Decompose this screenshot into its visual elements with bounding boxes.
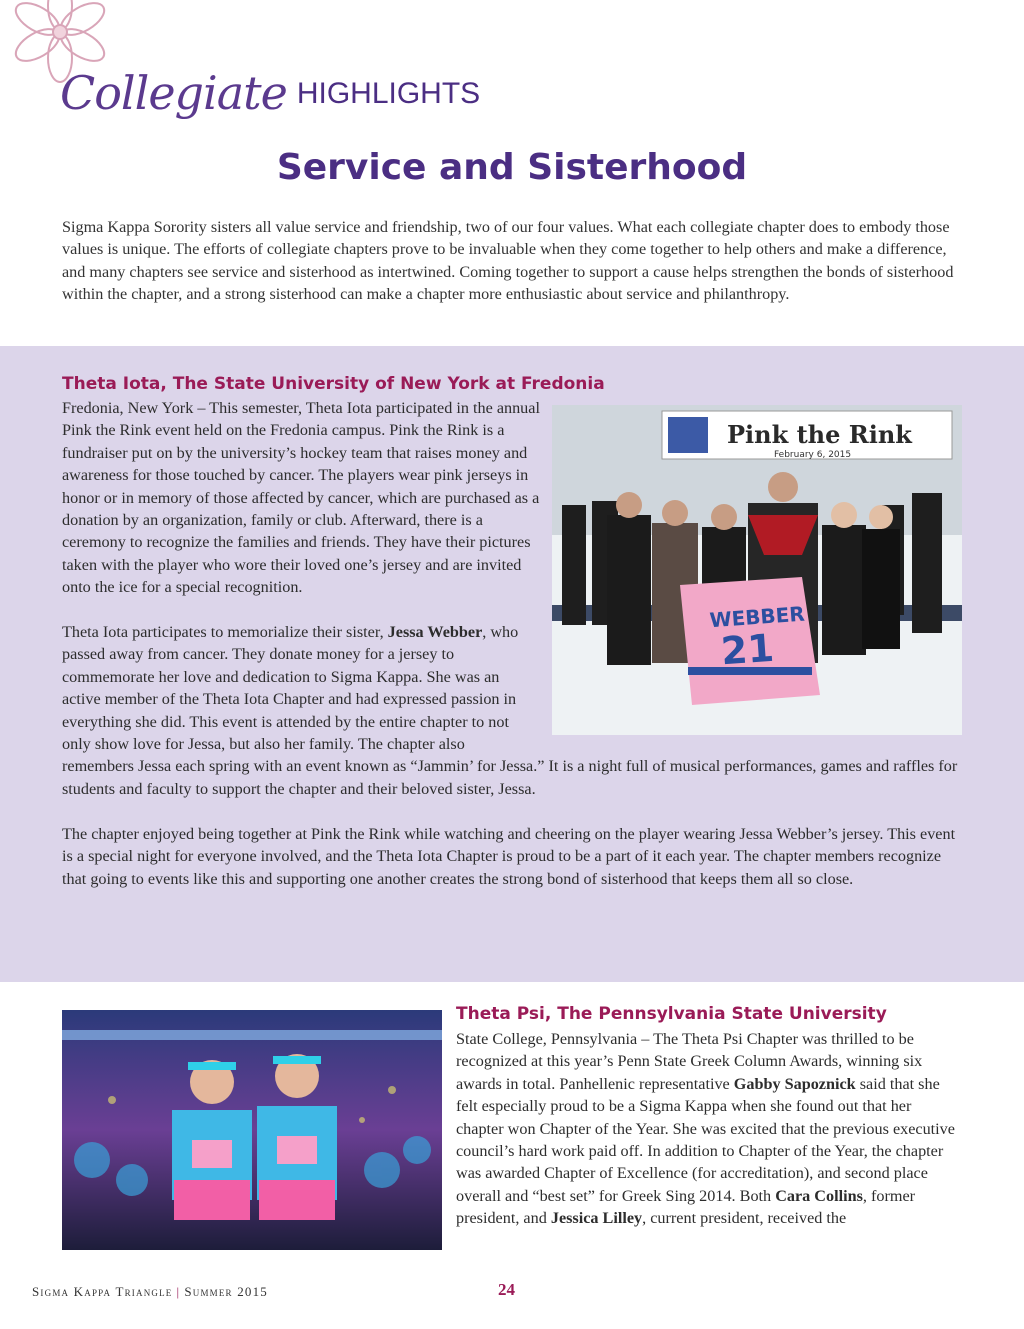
section2-paragraph <box>456 1028 956 1230</box>
sisters-event-photo <box>62 1010 442 1250</box>
footer-separator: | <box>176 1284 181 1299</box>
text-run: , who passed away from cancer. They donate money for a jersey to commemorate her love and dedication to Sigma Kappa. She was an active member of the Theta Iota Chapter and had expressed passion in everything she did. This event is attended by the entire chapter to not only show love for Jessa, but also her family. The chapter also remembers Jessa each spring with an event known as “Jammin’ for Jessa.” It is a night full of musical performances, games and raffles for students and faculty to support the chapter and their beloved sister, Jessa. <box>62 623 958 798</box>
text-run: Theta Iota participates to memorialize their sister, <box>62 623 388 642</box>
publication-name: Sigma Kappa Triangle <box>32 1284 173 1299</box>
banner-date: February 6, 2015 <box>774 450 852 460</box>
pink-the-rink-photo <box>552 405 962 735</box>
name-cara-collins: Cara Collins <box>775 1186 863 1205</box>
section1-paragraph-1: Fredonia, New York – This semester, Theta Iota participated in the annual Pink the Rink event held on the Fredonia campus. Pink the Rink is a fundraiser put on by the university’s hockey team that raises money and awareness for those touched by cancer. The players wear pink jerseys in honor or in memory of those affected by cancer, which are purchased as a donation by an organization, family or club. Afterward, there is a ceremony to recognize the families and friends. They have their pictures taken with the player who wore their loved one’s jersey and are invited onto the ice for a special recognition. <box>62 399 540 597</box>
header-caps-word: HIGHLIGHTS <box>296 77 481 110</box>
jersey-number: 21 <box>719 625 776 674</box>
banner-text: Pink the Rink <box>727 420 912 449</box>
name-gabby-sapoznick: Gabby Sapoznick <box>733 1074 856 1093</box>
name-jessa-webber: Jessa Webber <box>387 623 483 642</box>
section1-body <box>62 397 962 912</box>
section-header <box>60 66 480 126</box>
intro-paragraph: Sigma Kappa Sorority sisters all value service and friendship, two of our four values. What each collegiate chapter does to embody those values is unique. The efforts of collegiate chapters prove to be invaluable when they come together to help others and make a difference, and many chapters see service and sisterhood as intertwined. Coming together to support a cause helps strengthen the bonds of sisterhood within the chapter, and a strong sisterhood can make a chapter more enthusiastic about service and philanthropy. <box>62 218 954 304</box>
jersey-name: WEBBER <box>708 601 806 633</box>
text-run: , former president, and <box>456 1186 916 1228</box>
text-run: , current president, received the <box>642 1209 847 1228</box>
name-jessica-lilley: Jessica Lilley <box>550 1209 643 1228</box>
section1-paragraph-3: The chapter enjoyed being together at Pink the Rink while watching and cheering on the player wearing Jessa Webber’s jersey. This event is a special night for everyone involved, and the Theta Iota Chapter is proud to be a part of it each year. The chapter members recognize that going to events like this and supporting one another creates the strong bond of sisterhood that keeps them all so close. <box>62 824 956 888</box>
header-script-word: Collegiate <box>60 66 287 120</box>
issue-name: Summer 2015 <box>184 1284 268 1299</box>
page-number: 24 <box>498 1280 515 1299</box>
section1-heading: Theta Iota, The State University of New York at Fredonia <box>62 374 605 394</box>
text-run: said that she felt especially proud to be a Sigma Kappa when she found out that her chapter won Chapter of the Year. She was excited that the previous executive council’s hard work paid off. In addition to Chapter of the Year, the chapter was awarded Chapter of Excellence (for accreditation), and second place overall and “best set” for Greek Sing 2014. Both <box>456 1074 955 1205</box>
text-run: State College, Pennsylvania – The Theta Psi Chapter was thrilled to be recognized at this year’s Penn State Greek Column Awards, winning six awards in total. Panhellenic representative <box>456 1030 923 1093</box>
footer-publication <box>32 1284 268 1300</box>
section2-heading: Theta Psi, The Pennsylvania State University <box>456 1004 887 1024</box>
page-title: Service and Sisterhood <box>276 147 748 188</box>
